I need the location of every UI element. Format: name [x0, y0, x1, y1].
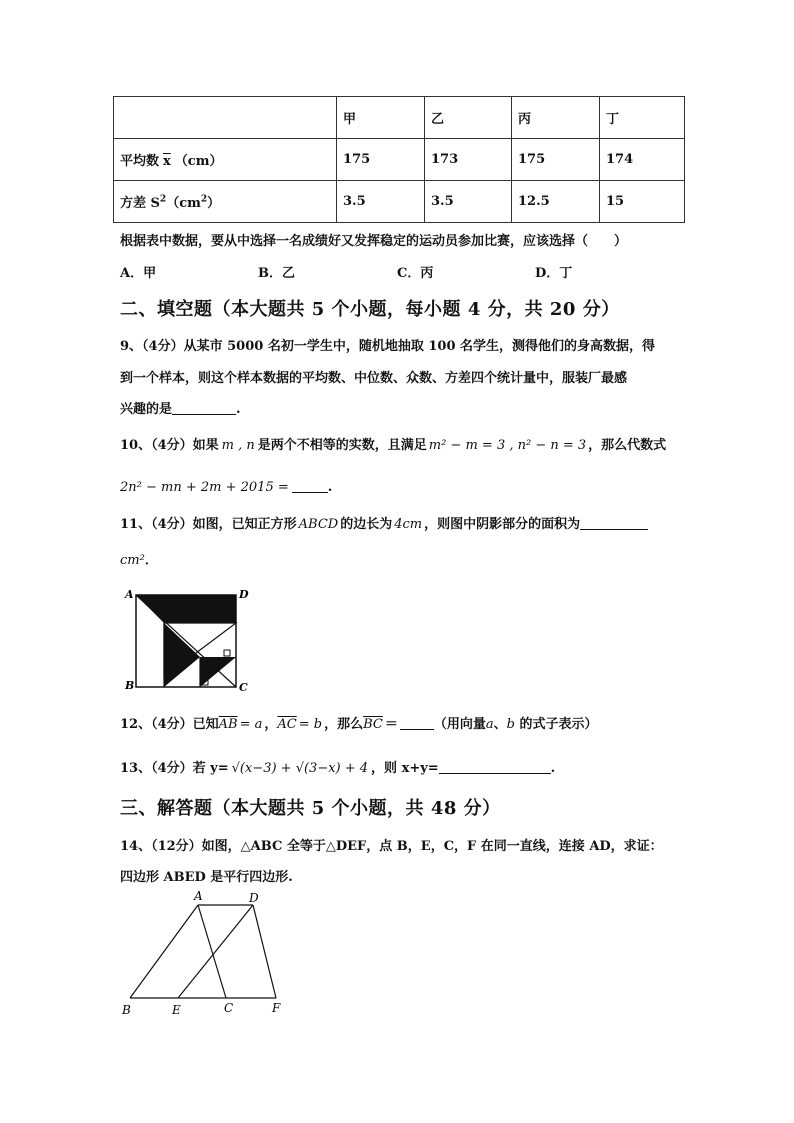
label-c: C — [224, 1001, 234, 1015]
table-header-row — [114, 97, 685, 139]
q13-answer-blank[interactable] — [439, 759, 551, 774]
q10-line1: 10、（4分）如果 m , n 是两个不相等的实数，且满足 m² − m = 3 , n² − n = 3 ，那么代数式 — [120, 438, 667, 453]
segment-df — [253, 905, 276, 998]
xbar-symbol: $\overline{x}$ — [163, 154, 171, 169]
q11-line1: 11、（4分）如图，已知正方形 ABCD 的边长为 4cm ，则图中阴影部分的面积为 — [120, 513, 648, 532]
q10-vars: m , n — [221, 438, 255, 453]
vector-bc: $\overline{BC}$ — [363, 717, 383, 732]
q8-option-b[interactable]: B．乙 — [258, 266, 295, 281]
label-b: B — [122, 1003, 131, 1017]
row-label: 平均数 $\overline{x}$ （cm） — [114, 139, 337, 181]
q8-stem: 根据表中数据，要从中选择一名成绩好又发挥稳定的运动员参加比赛，应该选择（ ） — [120, 234, 628, 249]
stats-table — [113, 96, 685, 223]
right-angle-mark — [224, 650, 230, 656]
q8-option-a[interactable]: A．甲 — [120, 266, 157, 281]
table-header-cell — [114, 97, 337, 139]
label-e: E — [172, 1003, 181, 1017]
table-row — [114, 181, 685, 223]
q10-expression: 2n² − mn + 2m + 2015 = — [120, 480, 289, 495]
q8-option-d[interactable]: D．丁 — [535, 266, 573, 281]
segment-ab — [130, 905, 198, 998]
q10-equations: m² − m = 3 , n² − n = 3 — [428, 438, 587, 453]
q11-side-length: 4cm — [394, 517, 423, 532]
table-cell: 175 — [512, 139, 600, 181]
table-cell: 3.5 — [337, 181, 425, 223]
label-b: B — [125, 679, 135, 692]
q13-expression: √(x−3) + √(3−x) + 4 — [231, 761, 369, 776]
table-header-cell: 乙 — [425, 97, 512, 139]
table-cell: 12.5 — [512, 181, 600, 223]
label-c: C — [239, 681, 248, 694]
table-cell: 15 — [600, 181, 685, 223]
section-2-heading: 二、填空题（本大题共 5 个小题，每小题 4 分，共 20 分） — [120, 299, 620, 320]
table-cell: 174 — [600, 139, 685, 181]
q9-line1: 9、（4分）从某市 5000 名初一学生中，随机地抽取 100 名学生，测得他们的身高数据，得 — [120, 339, 656, 354]
q9-line2: 到一个样本，则这个样本数据的平均数、中位数、众数、方差四个统计量中，服装厂最感 — [120, 371, 628, 386]
label-d: D — [239, 588, 249, 601]
q11-square-name: ABCD — [298, 517, 339, 532]
q9-line3: 兴趣的是 . — [120, 402, 241, 417]
table-cell: 173 — [425, 139, 512, 181]
q12-line: 12、（4分）已知$\overline{AB} = a$ ，$\overline{AC} = b$ ，那么$\overline{BC}$ ＝ （用向量a、b 的式子表示） — [120, 717, 598, 732]
label-d: D — [249, 891, 259, 905]
table-header-cell: 甲 — [337, 97, 425, 139]
q11-unit: cm² — [120, 553, 145, 568]
q14-parallelogram-figure — [118, 888, 298, 1020]
table-cell: 3.5 — [425, 181, 512, 223]
label-a: A — [125, 588, 134, 601]
section-3-heading: 三、解答题（本大题共 5 个小题，共 48 分） — [120, 798, 501, 819]
table-header-cell: 丁 — [600, 97, 685, 139]
q14-line1: 14、（12分）如图，△ABC 全等于△DEF，点 B，E，C，F 在同一直线，连接 AD，求证： — [120, 839, 663, 854]
q11-answer-blank[interactable] — [580, 515, 648, 530]
q10-line2: 2n² − mn + 2m + 2015 = . — [120, 480, 333, 495]
q10-answer-blank[interactable] — [292, 478, 328, 493]
segment-de — [178, 905, 253, 998]
q12-answer-blank[interactable] — [400, 715, 434, 730]
row-label: 方差 $S^2(cm^2)$ — [114, 181, 337, 223]
q9-answer-blank[interactable] — [172, 400, 236, 415]
vector-ab: $\overline{AB}$ — [218, 717, 238, 732]
q8-option-c[interactable]: C．丙 — [397, 266, 434, 281]
q11-square-figure — [120, 585, 250, 695]
vector-ac: $\overline{AC}$ — [277, 717, 297, 732]
segment-ac — [198, 905, 226, 998]
q11-line2: cm²． — [120, 553, 158, 568]
table-cell: 175 — [337, 139, 425, 181]
table-header-cell: 丙 — [512, 97, 600, 139]
table-row — [114, 139, 685, 181]
label-f: F — [272, 1001, 281, 1015]
label-a: A — [194, 889, 203, 903]
q13-line: 13、（4分）若 y= √(x−3) + √(3−x) + 4 ，则 x+y= . — [120, 761, 556, 776]
q14-line2: 四边形 ABED 是平行四边形. — [120, 870, 293, 885]
shaded-region-left — [164, 623, 200, 687]
